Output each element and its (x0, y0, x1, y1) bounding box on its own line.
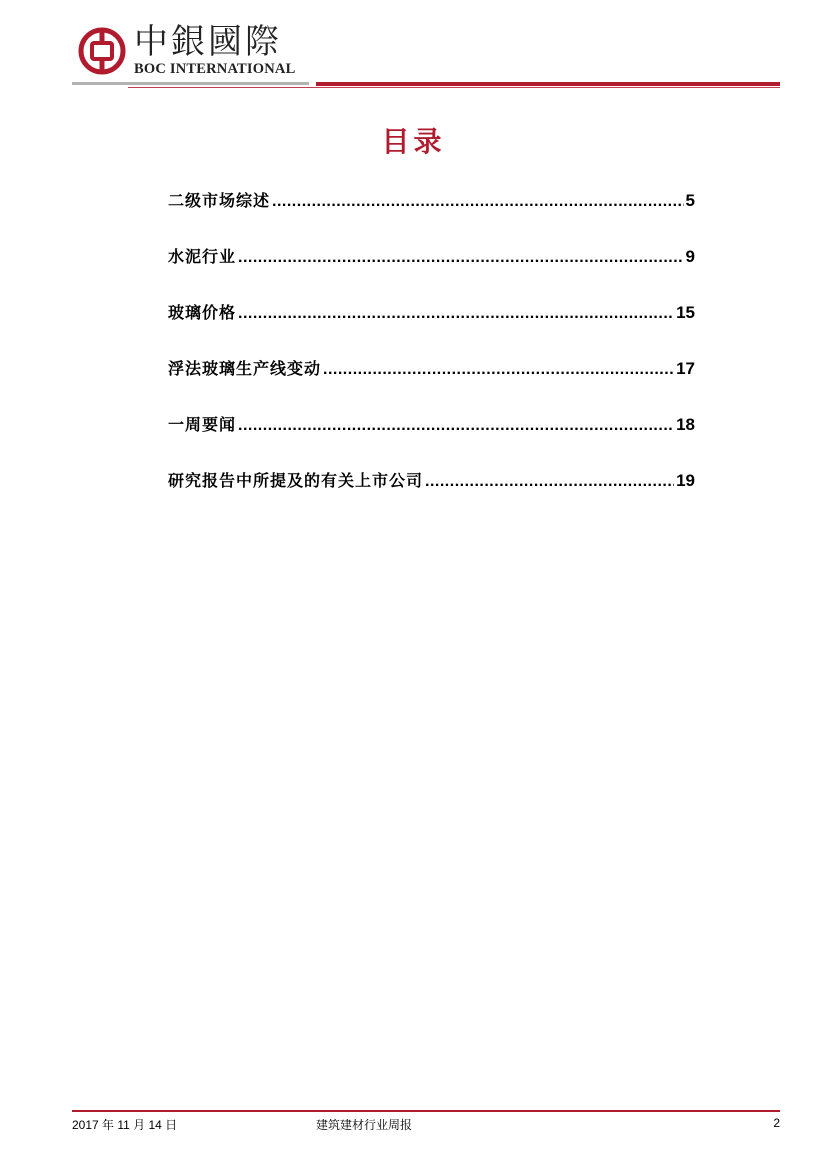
toc-entry-label: 二级市场综述 (168, 191, 271, 210)
toc-entry[interactable] (168, 356, 695, 412)
toc-entry-page: 18 (676, 415, 695, 434)
toc-entry-label: 一周要闻 (168, 415, 237, 434)
page-header (0, 0, 827, 100)
toc-entry-label: 水泥行业 (168, 247, 237, 266)
toc-dot-leader (323, 361, 674, 379)
table-of-contents (168, 188, 695, 524)
toc-entry[interactable] (168, 412, 695, 468)
toc-dot-leader (238, 305, 674, 323)
toc-entry-page: 15 (676, 303, 695, 322)
toc-dot-leader (238, 249, 684, 267)
footer-page-number: 2 (773, 1116, 780, 1130)
toc-entry-label: 研究报告中所提及的有关上市公司 (168, 471, 424, 490)
header-rule-grey (72, 82, 309, 85)
toc-entry-page: 17 (676, 359, 695, 378)
boc-logo-icon (78, 27, 126, 75)
footer-rule (72, 1110, 780, 1112)
toc-entry[interactable] (168, 188, 695, 244)
toc-entry-page: 19 (676, 471, 695, 490)
footer-report-title: 建筑建材行业周报 (316, 1118, 413, 1132)
toc-entry[interactable] (168, 244, 695, 300)
toc-entry-label: 玻璃价格 (168, 303, 237, 322)
toc-entry[interactable] (168, 300, 695, 356)
footer-date: 2017 年 11 月 14 日 (72, 1118, 178, 1132)
logo-english-name: BOC INTERNATIONAL (134, 61, 296, 77)
toc-entry-page: 9 (685, 247, 695, 266)
toc-dot-leader (425, 473, 674, 491)
toc-dot-leader (272, 193, 684, 211)
header-rule-thin (128, 87, 780, 88)
toc-entry-page: 5 (685, 191, 695, 210)
logo-chinese-name: 中銀國際 (134, 22, 282, 62)
toc-entry-label: 浮法玻璃生产线变动 (168, 359, 322, 378)
toc-entry[interactable] (168, 468, 695, 524)
header-rule-red (316, 82, 780, 86)
toc-title: 目录 (381, 125, 446, 158)
toc-dot-leader (238, 417, 674, 435)
